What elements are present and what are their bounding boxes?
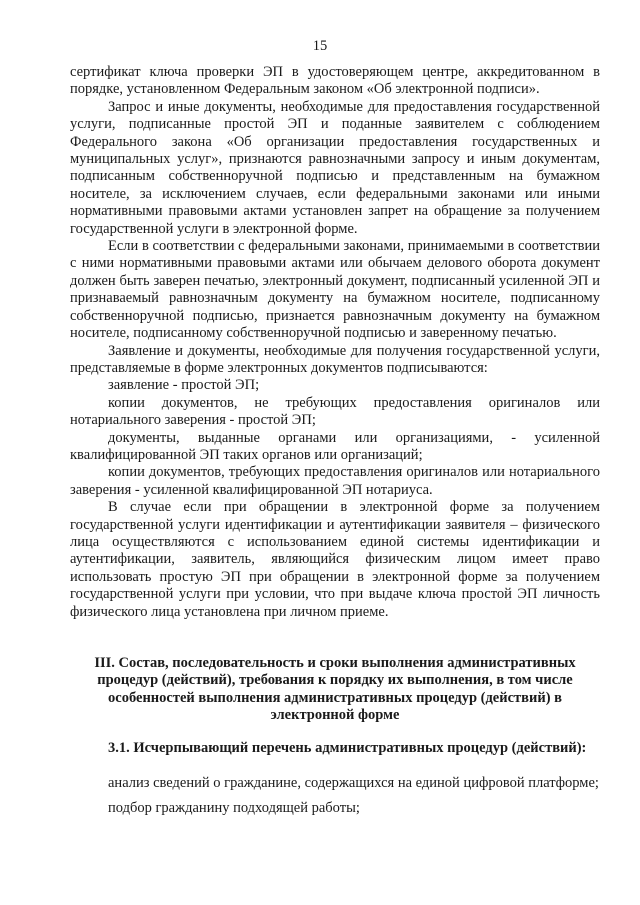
paragraph-application-signature: заявление - простой ЭП; [108, 377, 260, 394]
paragraph-certificate: сертификат ключа проверки ЭП в удостоверяющем центре, аккредитованном в порядке, установленном Федеральным законом «Об электронной подписи». [70, 64, 600, 98]
paragraph-issued-documents: документы, выданные органами или организациями, - усиленной квалифицированной ЭП таких органов или организаций; [70, 429, 600, 463]
paragraph-signing-intro: Заявление и документы, необходимые для получения государственной услуги, представляемые в форме электронных документов подписываются: [70, 342, 600, 376]
paragraph-copies-notary: копии документов, требующих предоставления оригиналов или нотариального заверения - усиленной квалифицированной ЭП нотариуса. [70, 464, 600, 498]
subsection-heading: 3.1. Исчерпывающий перечень административных процедур (действий): [108, 740, 587, 756]
paragraph-identification: В случае если при обращении в электронной форме за получением государственной услуги идентификации и аутентификации заявителя – физического лица осуществляются с использованием единой системы идентификации и аутентификации, заявитель, являющийся физическим лицом имеет право использовать простую ЭП при обращении в электронной форме за получением государственной услуги при условии, что при выдаче ключа простой ЭП личность физического лица установлена при личном приеме. [70, 499, 600, 620]
list-item: анализ сведений о гражданине, содержащихся на единой цифровой платформе; [108, 775, 599, 791]
page-number: 15 [312, 38, 328, 54]
paragraph-copies-simple: копии документов, не требующих предоставления оригиналов или нотариального заверения - простой ЭП; [70, 394, 600, 429]
procedure-list [70, 775, 600, 818]
paragraph-seal-requirement: Если в соответствии с федеральными законами, принимаемыми в соответствии с ними нормативными правовыми актами или обычаем делового оборота документ должен быть заверен печатью, электронный документ, подписанный усиленной ЭП и признаваемый равнозначным документу на бумажном носителе, подписанному собственноручной подписью, признается равнозначным документу на бумажном носителе, подписанному собственноручной подписью и заверенному печатью. [70, 238, 600, 342]
list-item: подбор гражданину подходящей работы; [108, 800, 360, 817]
paragraph-request-documents: Запрос и иные документы, необходимые для предоставления государственной услуги, подписанные простой ЭП и поданные заявителем с соблюдением Федерального закона «Об организации предоставления государственных и муниципальных услуг», признаются равнозначными запросу и иным документам, подписанным собственноручной подписью и представленным на бумажном носителе, за исключением случаев, если федеральными законами или иными нормативными правовыми актами установлен запрет на обращение за получением государственной услуги в электронной форме. [70, 98, 600, 237]
body-text [70, 64, 600, 621]
section-heading: III. Состав, последовательность и сроки выполнения административных процедур (действий), требования к порядку их выполнения, в том числе особенностей выполнения административных процедур (действий) в электронной форме [94, 655, 576, 724]
